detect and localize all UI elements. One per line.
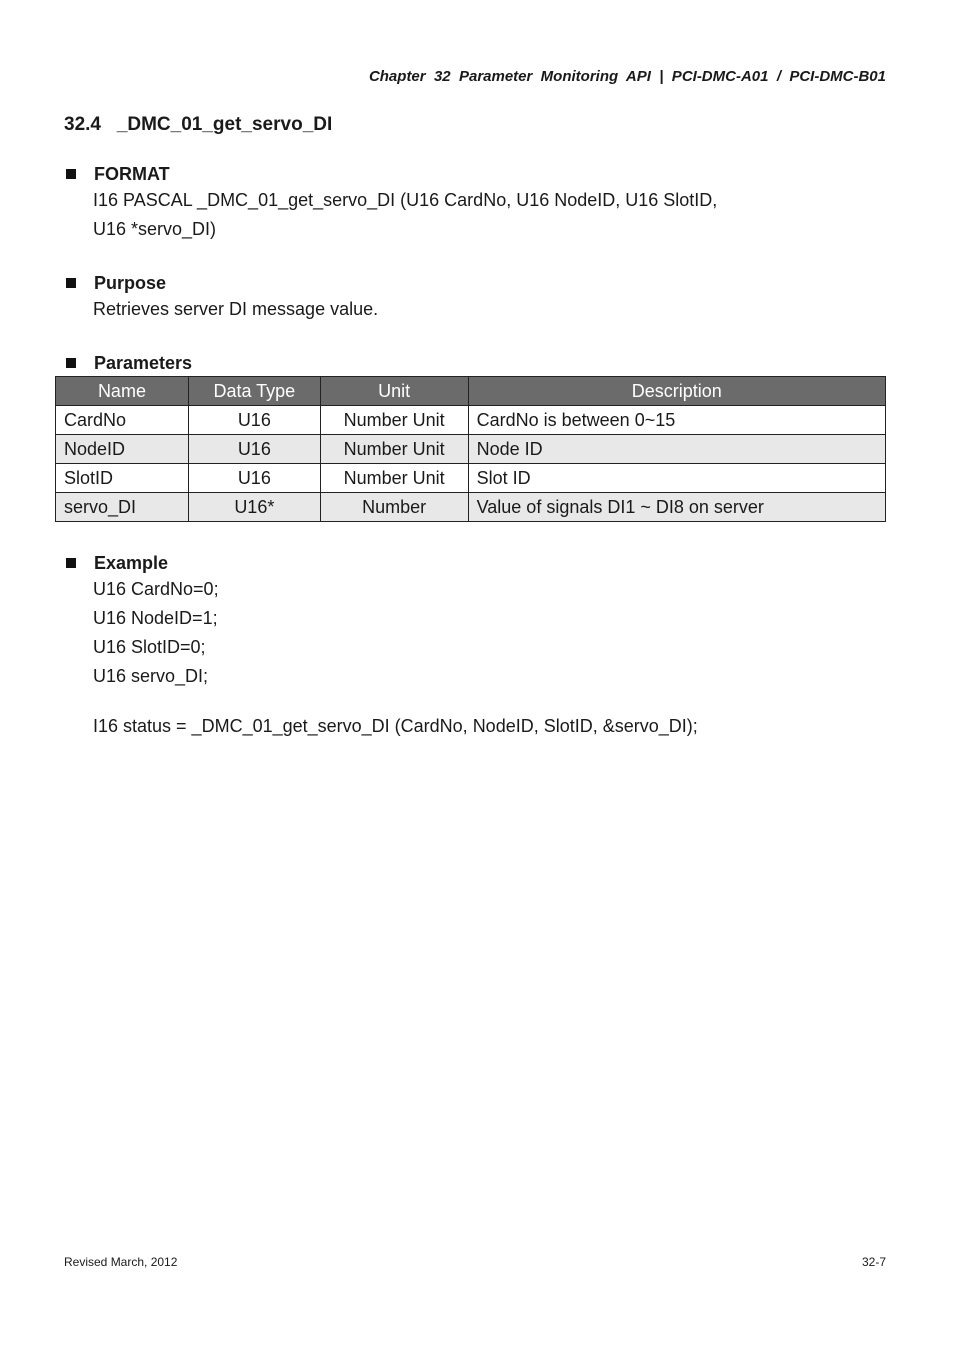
table-row — [56, 435, 886, 464]
format-line-2: U16 *servo_DI) — [93, 219, 217, 239]
square-bullet-icon — [66, 558, 76, 568]
table-cell: Number — [320, 493, 468, 522]
table-cell: CardNo — [56, 406, 189, 435]
table-cell: Number Unit — [320, 435, 468, 464]
footer-page-number: 32-7 — [861, 1255, 886, 1269]
parameters-heading: Parameters — [94, 352, 193, 373]
column-header: Data Type — [188, 377, 320, 406]
table-row — [56, 464, 886, 493]
page-header: Chapter 32 Parameter Monitoring API | PCI-DMC-A01 / PCI-DMC-B01 — [368, 68, 886, 85]
table-cell: U16 — [188, 464, 320, 493]
table-cell: CardNo is between 0~15 — [468, 406, 885, 435]
footer-revision: Revised March, 2012 — [64, 1255, 178, 1269]
purpose-block — [64, 271, 378, 324]
example-line: U16 NodeID=1; — [93, 608, 218, 628]
table-row — [56, 493, 886, 522]
format-block — [64, 162, 717, 244]
table-cell: Number Unit — [320, 464, 468, 493]
table-cell: Value of signals DI1 ~ DI8 on server — [468, 493, 885, 522]
example-call: I16 status = _DMC_01_get_servo_DI (CardNo, NodeID, SlotID, &servo_DI); — [93, 716, 698, 736]
table-cell: U16 — [188, 406, 320, 435]
table-header-row — [56, 377, 886, 406]
table-row — [56, 406, 886, 435]
table-cell: servo_DI — [56, 493, 189, 522]
table-cell: SlotID — [56, 464, 189, 493]
example-line: U16 servo_DI; — [93, 666, 209, 686]
example-line: U16 SlotID=0; — [93, 637, 206, 657]
format-line-1: I16 PASCAL _DMC_01_get_servo_DI (U16 CardNo, U16 NodeID, U16 SlotID, — [93, 190, 718, 210]
table-cell: Number Unit — [320, 406, 468, 435]
column-header: Description — [468, 377, 885, 406]
square-bullet-icon — [66, 278, 76, 288]
table-cell: Slot ID — [468, 464, 885, 493]
table-cell: U16* — [188, 493, 320, 522]
parameters-table — [55, 376, 886, 522]
purpose-heading: Purpose — [94, 272, 167, 293]
section-title: 32.4 _DMC_01_get_servo_DI — [64, 114, 333, 135]
table-cell: NodeID — [56, 435, 189, 464]
column-header: Name — [56, 377, 189, 406]
square-bullet-icon — [66, 358, 76, 368]
column-header: Unit — [320, 377, 468, 406]
table-cell: Node ID — [468, 435, 885, 464]
format-heading: FORMAT — [94, 163, 170, 184]
example-line: U16 CardNo=0; — [93, 579, 219, 599]
table-cell: U16 — [188, 435, 320, 464]
example-heading: Example — [94, 552, 169, 573]
purpose-text: Retrieves server DI message value. — [93, 299, 379, 319]
example-block — [64, 551, 698, 741]
square-bullet-icon — [66, 169, 76, 179]
parameters-block — [64, 351, 192, 375]
